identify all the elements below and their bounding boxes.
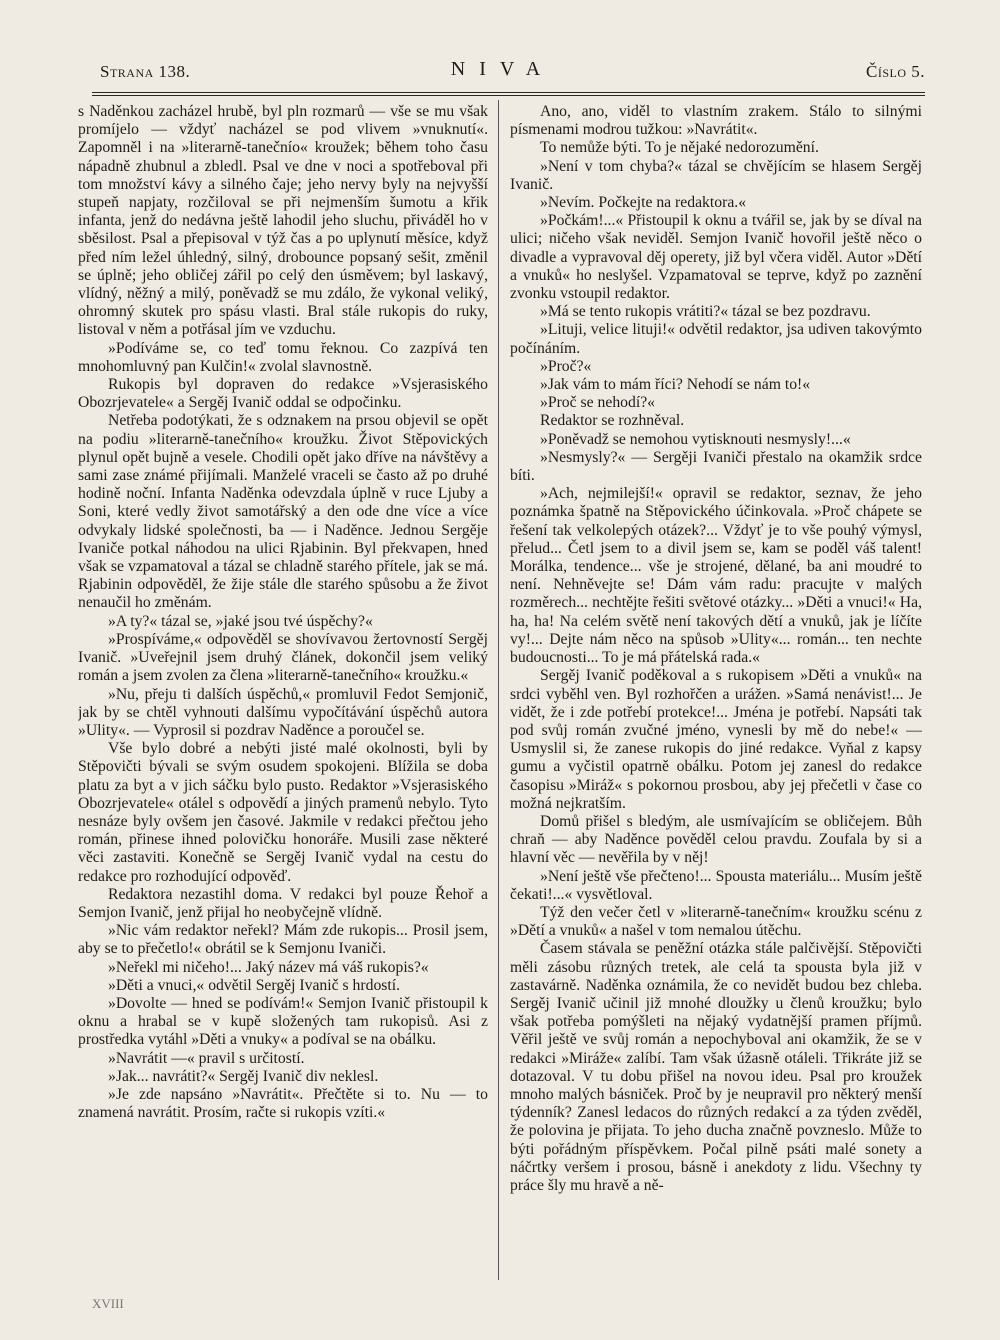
paragraph: »Není ještě vše přečteno!... Spousta materiálu... Musím ještě čekati!...« vysvětloval. — [510, 867, 922, 903]
paragraph: »Má se tento rukopis vrátiti?« tázal se bez pozdravu. — [540, 303, 871, 321]
paragraph: Ano, ano, viděl to vlastním zrakem. Stálo to silnými písmenami modrou tužkou: »Navrátit«. — [510, 103, 922, 139]
paragraph: »Lituji, velice lituji!« odvětil redaktor, jsa udiven takovýmto počínáním. — [510, 321, 922, 357]
paragraph: Týž den večer četl v »literarně-tanečním« kroužku scénu z »Dětí a vnuků« a našel v tom nemalou útěchu. — [510, 903, 922, 940]
paragraph: »Neřekl mi ničeho!... Jaký název má váš rukopis?« — [108, 958, 429, 976]
paragraph: »Děti a vnuci,« odvětil Sergěj Ivanič s hrdostí. — [108, 976, 401, 994]
paragraph: »Navrátit —« pravil s určitostí. — [108, 1049, 305, 1067]
page-number: Strana 138. — [100, 62, 191, 81]
paragraph: Redaktora nezastihl doma. V redakci byl pouze Řehoř a Semjon Ivanič, jenž přijal ho neobyčejně vlídně. — [78, 885, 488, 921]
paragraph: »Je zde napsáno »Navrátit«. Přečtěte si to. Nu — to znamená navrátit. Prosím, račte si rukopis vzíti.« — [78, 1085, 488, 1122]
paragraph: »Dovolte — hned se podívám!« Semjon Ivanič přistoupil k oknu a hrabal se v kupě složených tam rukopisů. Asi z prostředka vytáhl »Děti a vnuky« a podíval se na obálku. — [78, 994, 488, 1049]
paragraph: »Poněvadž se nemohou vytisknouti nesmysly!...« — [540, 430, 851, 448]
paragraph: »Nesmysly?« — Sergěji Ivaniči přestalo na okamžik srdce bíti. — [510, 448, 922, 485]
left-column — [78, 103, 488, 1298]
paragraph: Vše bylo dobré a nebýti jisté malé okolnosti, byli by Stěpovičti bývali se svým osudem spokojeni. Blížila se doba platu za byt a v jich sáčku bylo pusto. Redaktor »Vsjerasiského Obozrjevatele« otálel s odpovědí a jiných pramenů nebylo. Tyto nesnáze byly ovšem jen časové. Jakmile v redakci přečtou jeho román, přinese ihned polovičku honoráře. Musili zase některé věci zastaviti. Konečně se Sergěj Ivanič vydal na cestu do redakce pro rozhodující odpověď. — [78, 740, 488, 885]
paragraph: Redaktor se rozhněval. — [540, 412, 685, 430]
paragraph: »A ty?« tázal se, »jaké jsou tvé úspěchy?« — [108, 612, 373, 630]
signature-mark: XVIII — [92, 1296, 124, 1311]
paragraph: »Nu, přeju ti dalších úspěchů,« promluvil Fedot Semjonič, jak by se chtěl vyhnouti dalšímu vypočítávání úspěchů autora »Ulity«. — Vyprosil si pozdrav Naděnce a poroučel se. — [78, 685, 488, 739]
paragraph: »Jak vám to mám říci? Nehodí se nám to!« — [540, 376, 811, 394]
paragraph: »Jak... navrátit?« Sergěj Ivanič div neklesl. — [108, 1067, 379, 1085]
paragraph: »Počkám!...« Přistoupil k oknu a tvářil se, jak by se díval na ulici; ničeho však neviděl. Semjon Ivanič hovořil ještě něco o divadle a vypravoval děj operety, již byl včera viděl. Autor »Dětí a vnuků« ho neslyšel. Vzpamatoval se teprve, když po zaznění zvonku vstoupil redaktor. — [510, 212, 922, 303]
paragraph: Časem stávala se peněžní otázka stále palčivější. Stěpovičti měli zásobu různých tretek, ale celá ta spousta byla již v zastavárně. Naděnka oznámila, že co nevidět budou bez chleba. Sergěj Ivanič učinil již mnohé dloužky u členů kroužku; bylo však potřeba pomýšleti na nějaký vydatnější pramen příjmů. Věřil ještě ve svůj román a nepochyboval ani okamžik, že se v redakci »Miráže« zalíbí. Tam však úžasně otáleli. Třikráte již se dotazoval. V tu dobu přišel na novou ideu. Psal pro kroužek mnoho malých básniček. Proč by je neupravil pro některý menší týdenník? Zanesl ledacos do různých redakcí a za týden zvěděl, že polovina je přijata. To jeho ducha značně povzneslo. Může to býti pořádným příspěvkem. Počal pilně psáti malé sonety a náčrtky veršem i prosou, básně i anekdoty z lidu. Všechny ty práce šly mu hravě a ně- — [510, 940, 922, 1194]
header-rule — [92, 92, 925, 96]
column-divider — [498, 100, 499, 1280]
paragraph: »Proč?« — [540, 357, 592, 375]
paragraph: Netřeba podotýkati, že s odznakem na prsou objevil se opět na podiu »literarně-tanečního« kroužku. Život Stěpovických plynul opět bujně a vesele. Chodili opět jako dříve na návštěvy a sami zase známé přijímali. Manželé vraceli se často až po druhé hodině noční. Infanta Naděnka odevzdala úplně v ruce Ljuby a Soni, které vedly život samotářský a den ode dne více a více odvykaly lidské společnosti, ba — i Naděnce. Jednou Sergěje Ivaniče potkal náhodou na ulici Rjabinin. Byl překvapen, hned však se vzpamatoval a tázal se chladně starého přítele, jak se má. Rjabinin odpověděl, že žije stále dle starého spůsobu a že život nenaučil ho změnám. — [78, 412, 488, 612]
paragraph: »Ach, nejmilejší!« opravil se redaktor, seznav, že jeho poznámka špatně na Stěpovického účinkovala. »Proč chápete se řešení tak velkolepých otázek?... Vždyť je to vše pouhý výmysl, přelud... Četl jsem to a divil jsem se, kam se poděl váš talent! Morálka, tendence... vše je strojené, dělané, ba ani moudré to není. Nehněvejte se! Dám vám radu: pracujte v malých rozměrech... nechtějte řešiti světové otázky... »Děti a vnuci!« Ha, ha, ha! Na celém světě není takových dětí a vnuků, jak je líčíte vy!... Dejte nám něco na spůsob »Ulity«... román... ten nechte budoucnosti... To je má přátelská rada.« — [510, 485, 922, 667]
paragraph: Sergěj Ivanič poděkoval a s rukopisem »Děti a vnuků« na srdci vyběhl ven. Byl rozhořčen a urážen. »Samá nenávist!... Je vidět, že i zde potřebí protekce!... Jména je potřebí. Napsáti tak pod svůj román zvučné jméno, vynesli by mě do nebe!« — Usmyslil si, že zanese rukopis do jiné redakce. Vyňal z kapsy gumu a vyčistil opatrně obálku. Potom jej zanesl do redakce časopisu »Miráž« s pokornou prosbou, aby jej přečetli v čase co možná nejkratším. — [510, 667, 922, 812]
paragraph: »Prospíváme,« odpověděl se shovívavou žertovností Sergěj Ivanič. »Uveřejnil jsem druhý článek, dokončil jsem veliký román a jsem zvolen za člena »literarně-tanečního« kroužku.« — [78, 630, 488, 685]
issue-number: Číslo 5. — [865, 62, 925, 81]
paragraph: »Není v tom chyba?« tázal se chvějícím se hlasem Sergěj Ivanič. — [510, 157, 922, 193]
paragraph: s Naděnkou zacházel hrubě, byl pln rozmarů — vše se mu však promíjelo — vždyť nacházel se pod vlivem »vnuknutí«. Zapomněl i na »literarně-tanečnío« kroužek; během toho času nápadně zhubnul a zbledl. Psal ve dne v noci a spotřeboval při tom množství kávy a silného čaje; jeho nervy byly na nejvyšší stupeň napjaty, rozčiloval se při nejmenším šumotu a křik infanta, jenž do nedávna ještě lahodil jeho sluchu, přiváděl ho v sběsilost. Psal a přepisoval v týž čas a po uplynutí měsíce, když před ním ležel úhledný, silný, drobounce popsaný sešit, změnil se úplně; jeho obličej zářil po celý den úsměvem; byl laskavý, vlídný, něžný a milý, poněvadž se mu zdálo, že vykonal veliký, ohromný skutek pro spásu vlasti. Bral stále rukopis do ruky, listoval v něm a potřásal jím ve vzduchu. — [78, 103, 488, 339]
paragraph: »Nic vám redaktor neřekl? Mám zde rukopis... Prosil jsem, aby se to přečetlo!« obrátil se k Semjonu Ivaniči. — [78, 922, 488, 958]
right-column — [510, 103, 922, 1298]
paragraph: »Proč se nehodí?« — [540, 394, 656, 412]
paragraph: To nemůže býti. To je nějaké nedorozumění. — [540, 139, 819, 157]
paragraph: Domů přišel s bledým, ale usmívajícím se obličejem. Bůh chraň — aby Naděnce pověděl celou pravdu. Zoufala by si a hlavní věc — nevěřila by v něj! — [510, 812, 922, 867]
page-header — [80, 58, 925, 88]
paragraph: Rukopis byl dopraven do redakce »Vsjerasiského Obozrjevatele« a Sergěj Ivanič oddal se odpočinku. — [78, 376, 488, 412]
paragraph: »Nevím. Počkejte na redaktora.« — [540, 194, 747, 212]
paragraph: »Podíváme se, co teď tomu řeknou. Co zazpívá ten mnohomluvný pan Kulčin!« zvolal slavnostně. — [78, 339, 488, 375]
journal-title: NIVA — [450, 58, 555, 80]
